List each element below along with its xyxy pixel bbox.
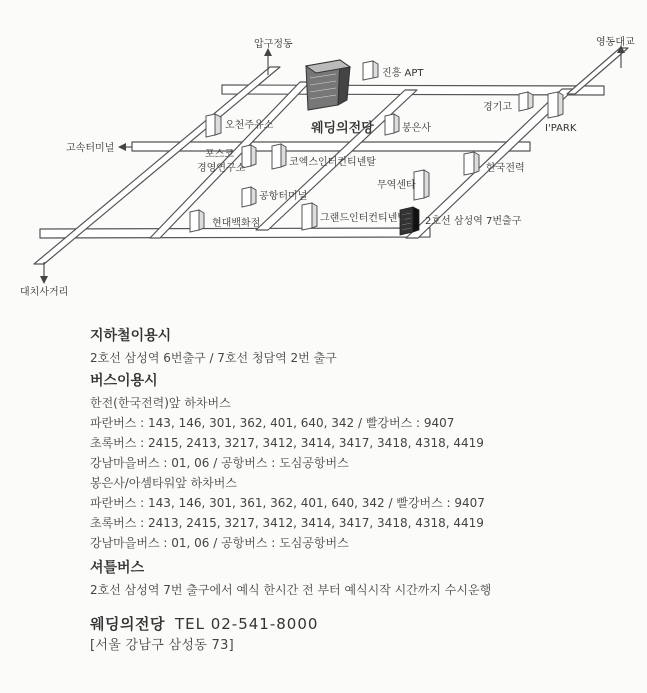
wedding-hall-building-icon xyxy=(306,60,350,110)
shuttle-title: 셔틀버스 xyxy=(90,560,145,576)
hyundai-building-icon xyxy=(190,210,204,232)
contact-line xyxy=(90,613,318,634)
kepco-label: 한국전력 xyxy=(486,163,525,174)
exit7-label: 2호선 삼성역 7번출구 xyxy=(425,216,522,227)
subway-section xyxy=(90,328,337,368)
subway-line: 2호선 삼성역 6번출구 / 7호선 청담역 2번 출구 xyxy=(90,351,337,365)
gyeonggi-label: 경기고 xyxy=(483,102,512,113)
jinheung-apt-label: 진흥 APT xyxy=(382,68,424,79)
express-terminal-label: 고속터미널 xyxy=(66,143,115,154)
subway-title: 지하철이용시 xyxy=(90,328,172,344)
trade-center-label: 무역센타 xyxy=(377,180,416,191)
bus-line: 봉은사/아셈타워앞 하차버스 xyxy=(90,476,237,490)
ipark-building-icon xyxy=(548,92,563,118)
daechi-label: 대치사거리 xyxy=(20,287,69,298)
grand-intercon-building-icon xyxy=(302,203,317,230)
airport-terminal-building-icon xyxy=(242,187,256,207)
bus-line: 초록버스 : 2415, 2413, 3217, 3412, 3414, 3417, 3418, 4318, 4419 xyxy=(90,436,484,450)
venue-name: 웨딩의전당 xyxy=(90,615,165,633)
address: [서울 강남구 삼성동 73] xyxy=(90,638,235,653)
apgujeong-label: 압구정동 xyxy=(254,39,293,50)
jinheung-apt-building-icon xyxy=(363,61,378,80)
location-map xyxy=(0,0,647,310)
grand-intercon-label: 그랜드인터컨티넨탈 xyxy=(320,213,407,224)
ipark-label: I'PARK xyxy=(545,123,577,134)
bongeunsa-label: 봉은사 xyxy=(402,123,431,134)
phone-number: TEL 02-541-8000 xyxy=(174,615,319,633)
bus-line: 강남마을버스 : 01, 06 / 공항버스 : 도심공항버스 xyxy=(90,456,349,470)
bongeunsa-building-icon xyxy=(385,114,399,135)
ochun-label: 오천주유소 xyxy=(225,120,274,131)
trade-center-building-icon xyxy=(414,170,429,200)
posco-label-line1: 포스코 xyxy=(205,149,234,160)
wedding-hall-label: 웨딩의전당 xyxy=(311,121,374,136)
coex-building-icon xyxy=(272,144,286,169)
bus-line: 한전(한국전력)앞 하차버스 xyxy=(90,396,231,410)
hyundai-label: 현대백화점 xyxy=(212,218,261,229)
ochun-building-icon xyxy=(206,114,221,137)
posco-label-line2: 경영연구소 xyxy=(197,163,246,174)
bus-title: 버스이용시 xyxy=(90,373,158,389)
shuttle-line: 2호선 삼성역 7번 출구에서 예식 한시간 전 부터 예식시작 시간까지 수시운행 xyxy=(90,583,492,597)
bus-section xyxy=(90,373,485,553)
coex-label: 코엑스인터컨티넨탈 xyxy=(289,157,376,168)
bus-line: 강남마을버스 : 01, 06 / 공항버스 : 도심공항버스 xyxy=(90,536,349,550)
bus-line: 초록버스 : 2413, 2415, 3217, 3412, 3414, 3417, 3418, 4318, 4419 xyxy=(90,516,484,530)
yeongdong-bridge-label: 영동대교 xyxy=(596,37,635,48)
bus-line: 파란버스 : 143, 146, 301, 361, 362, 401, 640, 342 / 빨강버스 : 9407 xyxy=(90,496,485,510)
bus-line: 파란버스 : 143, 146, 301, 362, 401, 640, 342 / 빨강버스 : 9407 xyxy=(90,416,455,430)
gyeonggi-building-icon xyxy=(519,92,533,111)
airport-terminal-label: 공항터미널 xyxy=(259,191,308,202)
shuttle-section xyxy=(90,560,491,600)
kepco-building-icon xyxy=(464,152,479,175)
